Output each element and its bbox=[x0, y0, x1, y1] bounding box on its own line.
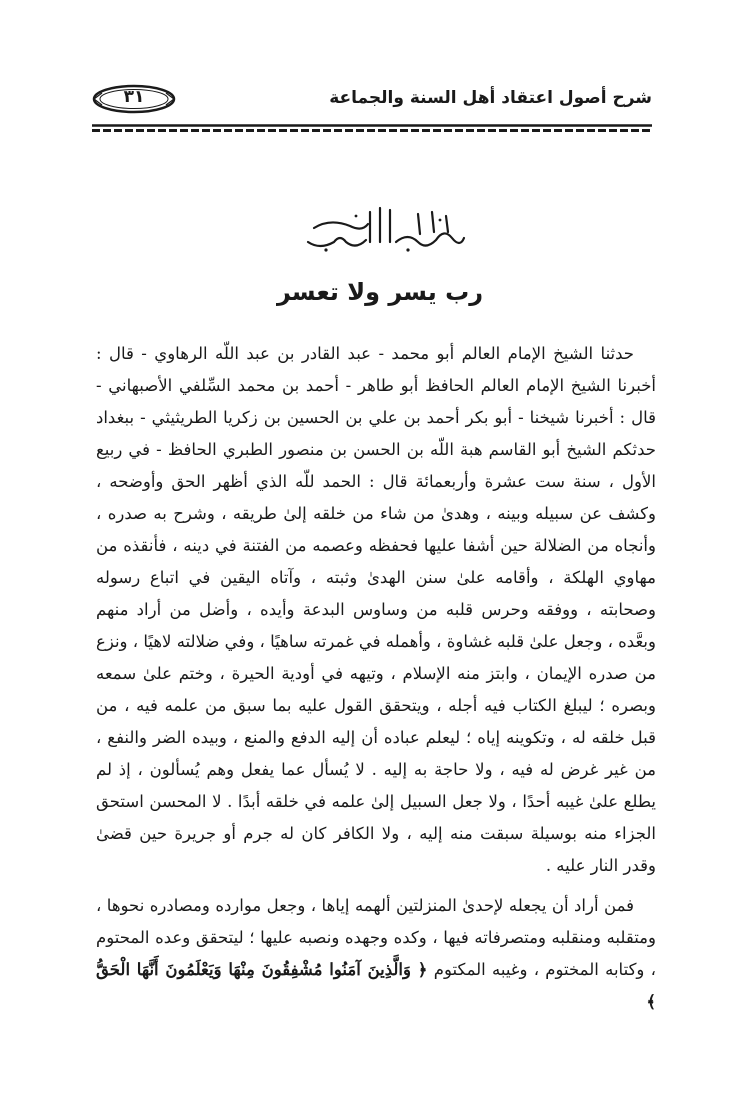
quran-verse: ﴿ وَالَّذِينَ آمَنُوا مُشْفِقُونَ مِنْهَا وَيَعْلَمُونَ أَنَّهَا الْحَقُّ ﴾ bbox=[96, 960, 656, 1011]
running-title: شرح أصول اعتقاد أهل السنة والجماعة bbox=[329, 88, 652, 108]
basmala-calligraphy bbox=[300, 198, 470, 256]
paragraph-2-text: فمن أراد أن يجعله لإحدىٰ المنزلتين ألهمه إياها ، وجعل موارده ومصادره نحوها ، ومتقلبه ومنقلبه ومتصرفاته فيها ، وكده وجهده ونصبه عليها ؛ ليتحقق وعده المحتوم ، وكتابه المختوم ، وغيبه المكتوم bbox=[96, 896, 657, 979]
header-divider bbox=[92, 124, 652, 133]
paragraph-2 bbox=[96, 890, 656, 1018]
page-number: ٣١ bbox=[123, 87, 145, 107]
paragraph-1: حدثنا الشيخ الإمام العالم أبو محمد - عبد القادر بن عبد اللّه الرهاوي - قال : أخبرنا الشيخ الإمام العالم الحافظ أبو طاهر - أحمد بن محمد السِّلفي الأصبهاني - قال : أخبرنا شيخنا - أبو بكر أحمد بن علي بن الحسين بن زكريا الطريثيثي - ببغداد حدثكم الشيخ أبو القاسم هبة اللّه بن الحسن بن منصور الطبري الحافظ - في ربيع الأول ، سنة ست عشرة وأربعمائة قال : الحمد للّه الذي أظهر الحق وأوضحه ، وكشف عن سبيله وبينه ، وهدىٰ من شاء من خلقه إلىٰ طريقه ، وشرح به صدره ، وأنجاه من الضلالة حين أشفا عليها فحفظه وعصمه من الفتنة في دينه ، فأنقذه من مهاوي الهلكة ، وأقامه علىٰ سنن الهدىٰ وثبته ، وآتاه اليقين في اتباع رسوله وصحابته ، ووفقه وحرس قلبه من وساوس البدعة وأيده ، وأضل من أراد منهم وبعَّده ، وجعل علىٰ قلبه غشاوة ، وأهمله في غمرته ساهيًا ، وفي ضلالته لاهيًا ، ونزع من صدره الإيمان ، وابتز منه الإسلام ، وتيهه في أودية الحيرة ، وختم علىٰ سمعه وبصره ؛ ليبلغ الكتاب فيه أجله ، ويتحقق القول عليه بما سبق من علمه فيه ، من قبل خلقه له ، وتكوينه إياه ؛ ليعلم عباده أن إليه الدفع والمنع ، وبيده الضر والنفع ، من غير غرض له فيه ، ولا حاجة به إليه . لا يُسأل عما يفعل وهم يُسألون ، إذ لم يطلع علىٰ غيبه أحدًا ، ولا جعل السبيل إلىٰ علمه في خلقه أبدًا . لا المحسن استحق الجزاء منه بوسيلة سبقت منه إليه ، ولا الكافر كان له جرم أو جريرة حين قضىٰ وقدر النار عليه . bbox=[96, 344, 656, 875]
page-number-badge bbox=[92, 84, 176, 114]
invocation-heading: رب يسر ولا تعسر bbox=[276, 278, 484, 306]
main-text bbox=[96, 338, 656, 1018]
page-header bbox=[92, 82, 652, 118]
